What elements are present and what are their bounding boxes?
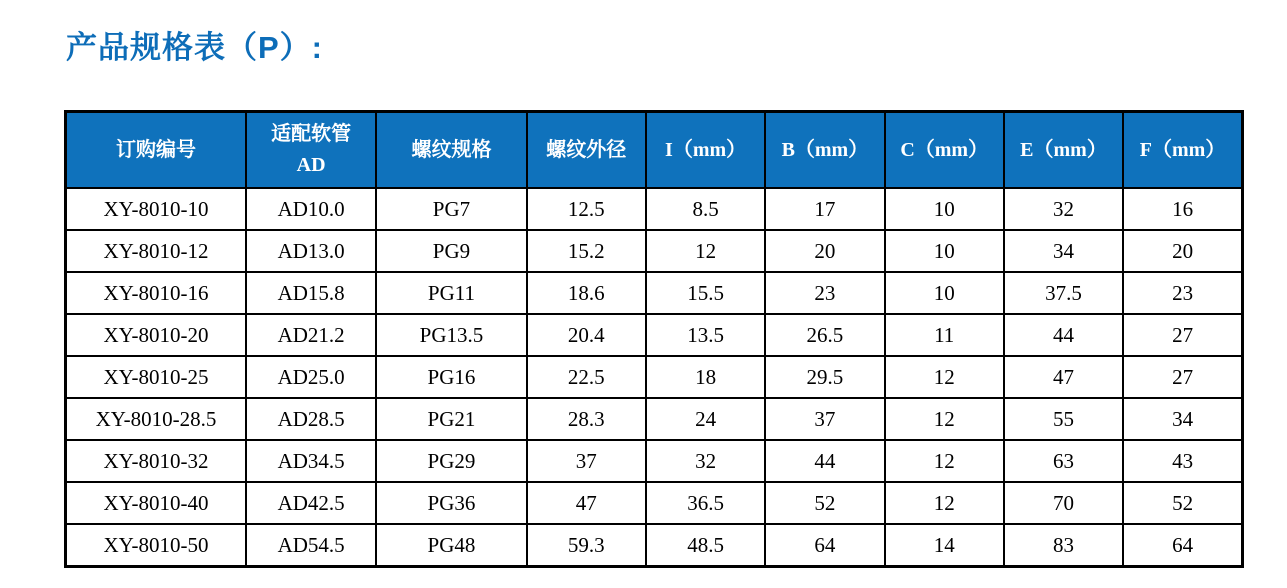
cell-thread-spec: PG11 (376, 272, 526, 314)
column-header-c-mm (885, 112, 1004, 189)
cell-thread-outer-d: 59.3 (527, 524, 646, 567)
cell-thread-spec: PG21 (376, 398, 526, 440)
cell-hose-ad: AD10.0 (246, 188, 376, 230)
column-header-f-mm (1123, 112, 1242, 189)
cell-e-mm: 47 (1004, 356, 1123, 398)
cell-hose-ad: AD15.8 (246, 272, 376, 314)
cell-c-mm: 10 (885, 188, 1004, 230)
page-title: 产品规格表（P）: (66, 30, 323, 65)
column-header-b-mm-line: B（mm） (781, 138, 869, 161)
cell-order-number: XY-8010-40 (66, 482, 246, 524)
column-header-thread-spec (376, 112, 526, 189)
spec-table-header (66, 112, 1243, 189)
column-header-thread-spec-line: 螺纹规格 (411, 138, 492, 161)
cell-i-mm: 13.5 (646, 314, 765, 356)
product-spec-table (64, 110, 1244, 568)
cell-f-mm: 52 (1123, 482, 1242, 524)
cell-thread-spec: PG7 (376, 188, 526, 230)
cell-thread-spec: PG36 (376, 482, 526, 524)
table-row (66, 398, 1243, 440)
cell-order-number: XY-8010-20 (66, 314, 246, 356)
table-row (66, 188, 1243, 230)
cell-i-mm: 8.5 (646, 188, 765, 230)
cell-c-mm: 12 (885, 440, 1004, 482)
cell-b-mm: 23 (765, 272, 884, 314)
cell-order-number: XY-8010-12 (66, 230, 246, 272)
cell-b-mm: 26.5 (765, 314, 884, 356)
cell-f-mm: 20 (1123, 230, 1242, 272)
cell-i-mm: 12 (646, 230, 765, 272)
cell-thread-outer-d: 47 (527, 482, 646, 524)
cell-hose-ad: AD28.5 (246, 398, 376, 440)
cell-thread-outer-d: 22.5 (527, 356, 646, 398)
table-row (66, 482, 1243, 524)
cell-e-mm: 70 (1004, 482, 1123, 524)
cell-hose-ad: AD25.0 (246, 356, 376, 398)
cell-b-mm: 20 (765, 230, 884, 272)
cell-i-mm: 18 (646, 356, 765, 398)
column-header-hose-ad-line: 适配软管 (271, 123, 352, 145)
cell-c-mm: 10 (885, 230, 1004, 272)
cell-b-mm: 37 (765, 398, 884, 440)
cell-c-mm: 12 (885, 356, 1004, 398)
cell-thread-outer-d: 15.2 (527, 230, 646, 272)
column-header-hose-ad-line: AD (296, 154, 326, 176)
cell-e-mm: 32 (1004, 188, 1123, 230)
cell-b-mm: 29.5 (765, 356, 884, 398)
cell-c-mm: 14 (885, 524, 1004, 567)
column-header-hose-ad (246, 112, 376, 189)
table-row (66, 272, 1243, 314)
cell-e-mm: 55 (1004, 398, 1123, 440)
cell-c-mm: 12 (885, 398, 1004, 440)
column-header-order-number (66, 112, 246, 189)
header-row (66, 112, 1243, 189)
cell-thread-spec: PG9 (376, 230, 526, 272)
column-header-order-number-line: 订购编号 (115, 138, 196, 161)
cell-thread-spec: PG29 (376, 440, 526, 482)
cell-thread-outer-d: 12.5 (527, 188, 646, 230)
column-header-e-mm-line: E（mm） (1020, 138, 1107, 161)
column-header-thread-outer-d-line: 螺纹外径 (546, 138, 627, 161)
cell-i-mm: 32 (646, 440, 765, 482)
cell-hose-ad: AD54.5 (246, 524, 376, 567)
column-header-i-mm-line: I（mm） (665, 138, 747, 161)
cell-hose-ad: AD21.2 (246, 314, 376, 356)
cell-f-mm: 27 (1123, 314, 1242, 356)
cell-thread-outer-d: 20.4 (527, 314, 646, 356)
cell-b-mm: 17 (765, 188, 884, 230)
table-row (66, 440, 1243, 482)
cell-f-mm: 23 (1123, 272, 1242, 314)
cell-thread-spec: PG48 (376, 524, 526, 567)
cell-i-mm: 36.5 (646, 482, 765, 524)
column-header-b-mm (765, 112, 884, 189)
spec-table-body (66, 188, 1243, 567)
cell-hose-ad: AD42.5 (246, 482, 376, 524)
cell-b-mm: 52 (765, 482, 884, 524)
cell-e-mm: 34 (1004, 230, 1123, 272)
cell-e-mm: 37.5 (1004, 272, 1123, 314)
cell-c-mm: 10 (885, 272, 1004, 314)
column-header-e-mm (1004, 112, 1123, 189)
cell-order-number: XY-8010-50 (66, 524, 246, 567)
cell-order-number: XY-8010-16 (66, 272, 246, 314)
cell-thread-outer-d: 37 (527, 440, 646, 482)
cell-f-mm: 16 (1123, 188, 1242, 230)
cell-e-mm: 63 (1004, 440, 1123, 482)
cell-f-mm: 43 (1123, 440, 1242, 482)
cell-c-mm: 11 (885, 314, 1004, 356)
cell-thread-spec: PG16 (376, 356, 526, 398)
cell-i-mm: 24 (646, 398, 765, 440)
cell-thread-outer-d: 28.3 (527, 398, 646, 440)
cell-i-mm: 48.5 (646, 524, 765, 567)
cell-hose-ad: AD13.0 (246, 230, 376, 272)
cell-i-mm: 15.5 (646, 272, 765, 314)
column-header-c-mm-line: C（mm） (900, 138, 989, 161)
cell-hose-ad: AD34.5 (246, 440, 376, 482)
cell-order-number: XY-8010-10 (66, 188, 246, 230)
cell-f-mm: 64 (1123, 524, 1242, 567)
cell-b-mm: 64 (765, 524, 884, 567)
table-row (66, 356, 1243, 398)
table-row (66, 314, 1243, 356)
cell-thread-outer-d: 18.6 (527, 272, 646, 314)
table-row (66, 524, 1243, 567)
cell-order-number: XY-8010-32 (66, 440, 246, 482)
column-header-i-mm (646, 112, 765, 189)
cell-e-mm: 83 (1004, 524, 1123, 567)
column-header-thread-outer-d (527, 112, 646, 189)
cell-b-mm: 44 (765, 440, 884, 482)
cell-f-mm: 34 (1123, 398, 1242, 440)
table-row (66, 230, 1243, 272)
column-header-f-mm-line: F（mm） (1139, 138, 1226, 161)
cell-order-number: XY-8010-25 (66, 356, 246, 398)
cell-e-mm: 44 (1004, 314, 1123, 356)
cell-f-mm: 27 (1123, 356, 1242, 398)
cell-order-number: XY-8010-28.5 (66, 398, 246, 440)
cell-c-mm: 12 (885, 482, 1004, 524)
cell-thread-spec: PG13.5 (376, 314, 526, 356)
